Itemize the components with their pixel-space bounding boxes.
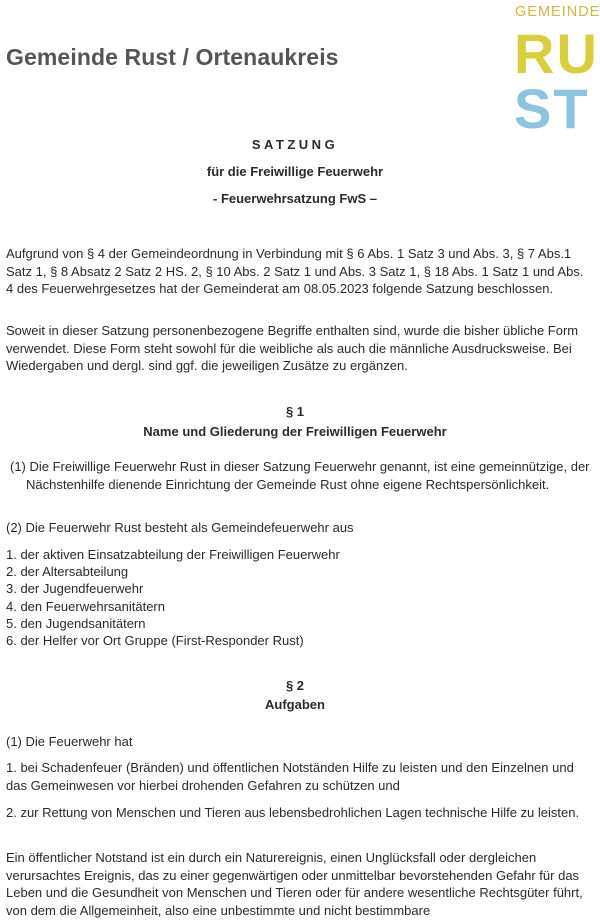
section-1-title: Name und Gliederung der Freiwilligen Feuerwehr bbox=[143, 424, 447, 439]
logo-line-1: RU bbox=[514, 22, 599, 85]
section-1-number: § 1 bbox=[285, 404, 305, 419]
logo-small-text: GEMEINDE bbox=[515, 4, 600, 20]
list-item: 3. der Jugendfeuerwehr bbox=[6, 581, 144, 597]
section-2-paragraph-4: Ein öffentlicher Notstand ist ein durch ein Naturereignis, einen Unglücksfall oder dergleichen verursachtes Ereignis, das zu einer gegenwärtigen oder unmittelbar bevorstehenden Gefahr für das Leben und die Gesundheit von Menschen und Tieren oder für andere wesentliche Rechtsgüter führt, von dem die Allgemeinheit, also eine unbestimmte und nicht bestimmbare bbox=[6, 850, 583, 918]
section-1-paragraph-2: (2) Die Feuerwehr Rust besteht als Gemeindefeuerwehr aus bbox=[6, 520, 354, 535]
section-2-paragraph-1: (1) Die Feuerwehr hat bbox=[6, 734, 133, 749]
section-2-paragraph-2: 1. bei Schadenfeuer (Bränden) und öffentlichen Notständen Hilfe zu leisten und den Einzelnen und das Gemeinwesen vor hierbei drohenden Gefahren zu schützen und bbox=[6, 760, 574, 793]
logo-line-2: ST bbox=[514, 77, 590, 140]
list-item: 4. den Feuerwehrsanitätern bbox=[6, 598, 165, 614]
department-list bbox=[6, 546, 340, 649]
list-item: 1. der aktiven Einsatzabteilung der Freiwilligen Feuerwehr bbox=[6, 547, 340, 562]
page-title: Gemeinde Rust / Ortenaukreis bbox=[6, 44, 339, 70]
municipality-logo bbox=[512, 4, 598, 138]
preamble-paragraph: Aufgrund von § 4 der Gemeindeordnung in Verbindung mit § 6 Abs. 1 Satz 3 und Abs. 3, § 7 Abs.1 Satz 1, § 8 Absatz 2 Satz 2 HS. 2, § 10 Abs. 2 Satz 1 und Abs. 3 Satz 1, § 18 Abs. 1 Satz 1 und Abs. 4 des Feuerwehrgesetzes hat der Gemeinderat am 08.05.2023 folgende Satzung beschlossen. bbox=[6, 246, 584, 296]
section-1-paragraph-1: (1) Die Freiwillige Feuerwehr Rust in dieser Satzung Feuerwehr genannt, ist eine gemeinnützige, der Nächstenhilfe dienende Einrichtung der Gemeinde Rust ohne eigene Rechtspersönlichkeit. bbox=[10, 459, 590, 492]
section-2-title: Aufgaben bbox=[265, 697, 325, 712]
gender-note-paragraph: Soweit in dieser Satzung personenbezogene Begriffe enthalten sind, wurde die bisher übliche Form verwendet. Diese Form steht sowohl für die weibliche als auch die männliche Ausdrucksweise. Bei Wiedergaben und dergl. sind ggf. die jeweiligen Zusätze zu ergänzen. bbox=[6, 323, 579, 373]
list-item: 2. der Altersabteilung bbox=[6, 564, 129, 580]
document-short-title: - Feuerwehrsatzung FwS – bbox=[213, 191, 377, 206]
section-2-number: § 2 bbox=[285, 678, 305, 693]
document-subtitle: für die Freiwillige Feuerwehr bbox=[206, 164, 384, 179]
list-item: 5. den Jugendsanitätern bbox=[6, 615, 146, 631]
list-item: 6. der Helfer vor Ort Gruppe (First-Responder Rust) bbox=[6, 633, 304, 649]
section-2-paragraph-3: 2. zur Rettung von Menschen und Tieren aus lebensbedrohlichen Lagen technische Hilfe zu leisten. bbox=[6, 805, 580, 820]
document-heading: SATZUNG bbox=[251, 137, 339, 152]
